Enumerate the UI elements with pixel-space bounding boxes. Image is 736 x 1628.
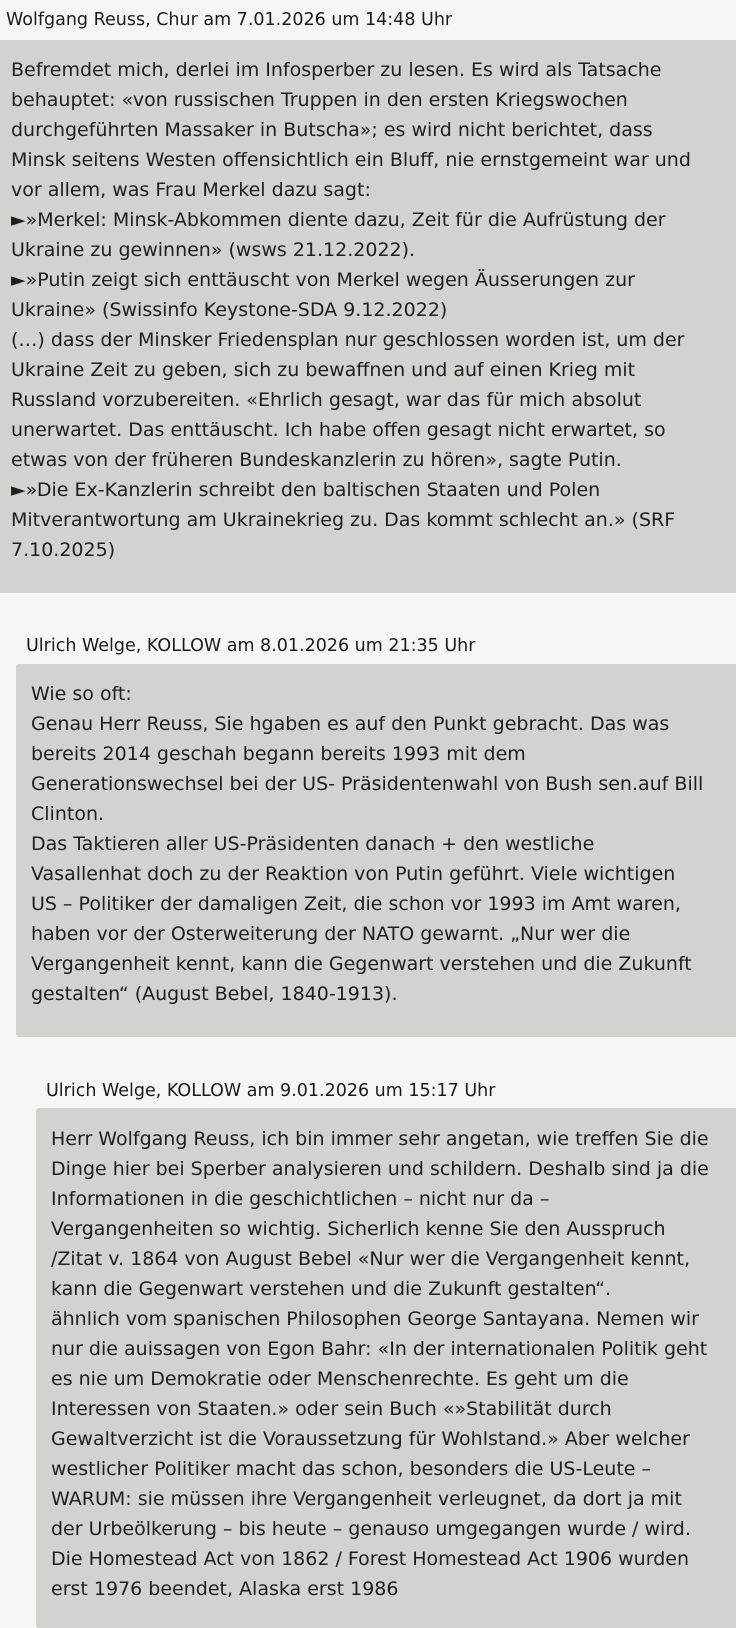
comment-line: ►»Merkel: Minsk-Abkommen diente dazu, Zeit für die Aufrüstung der (11, 209, 666, 231)
comment-line: etwas von der früheren Bundeskanzlerin zu hören», sagte Putin. (11, 449, 622, 471)
comment-line: Mitverantwortung am Ukrainekrieg zu. Das kommt schlecht an.» (SRF (11, 509, 676, 531)
comment-line: Genau Herr Reuss, Sie hgaben es auf den Punkt gebracht. Das was (31, 713, 670, 735)
comment-author-meta: Wolfgang Reuss, Chur am 7.01.2026 um 14:48 Uhr (6, 10, 453, 30)
comment-line: US – Politiker der damaligen Zeit, die schon vor 1993 im Amt waren, (31, 893, 681, 915)
comment-line: Interessen von Staaten.» oder sein Buch «»Stabilität durch (51, 1398, 612, 1420)
comment-line: erst 1976 beendet, Alaska erst 1986 (51, 1578, 399, 1600)
comment-line: Die Homestead Act von 1862 / Forest Homestead Act 1906 wurden (51, 1548, 689, 1570)
comment-line: unerwartet. Das enttäuscht. Ich habe offen gesagt nicht erwartet, so (11, 419, 666, 441)
comment-line: bereits 2014 geschah begann bereits 1993 mit dem (31, 743, 526, 765)
comment-line: westlicher Politiker macht das schon, besonders die US-Leute – (51, 1458, 651, 1480)
comment-line: Ukraine Zeit zu geben, sich zu bewaffnen und auf einen Krieg mit (11, 359, 636, 381)
comment-line: Informationen in die geschichtlichen – nicht nur da – (51, 1188, 550, 1210)
comment-line: Ukraine zu gewinnen» (wsws 21.12.2022). (11, 239, 416, 261)
comment-line: Vergangenheiten so wichtig. Sicherlich kenne Sie den Ausspruch (51, 1218, 666, 1240)
comment-body (36, 1108, 736, 1628)
comment-line: Wie so oft: (31, 683, 132, 705)
comment-line: (…) dass der Minsker Friedensplan nur geschlossen worden ist, um der (11, 329, 685, 351)
comment-line: 7.10.2025) (11, 539, 116, 561)
comment-line: kann die Gegenwart verstehen und die Zukunft gestalten“. (51, 1278, 612, 1300)
comment-line: Gewaltverzicht ist die Voraussetzung für Wohlstand.» Aber welcher (51, 1428, 690, 1450)
comment-line: Dinge hier bei Sperber analysieren und schildern. Deshalb sind ja die (51, 1158, 709, 1180)
comment-body (16, 664, 736, 1037)
comment-line: Clinton. (31, 803, 105, 825)
comment-line: ►»Putin zeigt sich enttäuscht von Merkel wegen Äusserungen zur (11, 269, 635, 291)
comment-author-meta: Ulrich Welge, KOLLOW am 8.01.2026 um 21:35 Uhr (26, 636, 476, 656)
comment-line: es nie um Demokratie oder Menschenrechte. Es geht um die (51, 1368, 629, 1390)
comment-line: nur die auissagen von Egon Bahr: «In der internationalen Politik geht (51, 1338, 708, 1360)
comment-body (0, 40, 736, 593)
comment-line: behauptet: «von russischen Truppen in den ersten Kriegswochen (11, 89, 628, 111)
comment-line: haben vor der Osterweiterung der NATO gewarnt. „Nur wer die (31, 923, 631, 945)
comment-line: Russland vorzubereiten. «Ehrlich gesagt, war das für mich absolut (11, 389, 642, 411)
comment-line: WARUM: sie müssen ihre Vergangenheit verleugnet, da dort ja mit (51, 1488, 682, 1510)
comment-line: durchgeführten Massaker in Butscha»; es wird nicht berichtet, dass (11, 119, 653, 141)
comment-line: Vergangenheit kennt, kann die Gegenwart verstehen und die Zukunft (31, 953, 692, 975)
comment-line: ähnlich vom spanischen Philosophen George Santayana. Nemen wir (51, 1308, 699, 1330)
comment-line: Vasallenhat doch zu der Reaktion von Putin geführt. Viele wichtigen (31, 863, 676, 885)
comment-line: Minsk seitens Westen offensichtlich ein Bluff, nie ernstgemeint war und (11, 149, 691, 171)
comment-line: /Zitat v. 1864 von August Bebel «Nur wer die Vergangenheit kennt, (51, 1248, 690, 1270)
comment-line: Ukraine» (Swissinfo Keystone-SDA 9.12.2022) (11, 299, 448, 321)
comment-line: Befremdet mich, derlei im Infosperber zu lesen. Es wird als Tatsache (11, 59, 662, 81)
comment-line: gestalten“ (August Bebel, 1840-1913). (31, 983, 398, 1005)
comment-line: Generationswechsel bei der US- Präsidentenwahl von Bush sen.auf Bill (31, 773, 704, 795)
comment-line: ►»Die Ex-Kanzlerin schreibt den baltischen Staaten und Polen (11, 479, 601, 501)
comment-line: der Urbeölkerung – bis heute – genauso umgegangen wurde / wird. (51, 1518, 691, 1540)
comment-line: Herr Wolfgang Reuss, ich bin immer sehr angetan, wie treffen Sie die (51, 1128, 709, 1150)
comment-line: Das Taktieren aller US-Präsidenten danach + den westliche (31, 833, 595, 855)
comment-line: vor allem, was Frau Merkel dazu sagt: (11, 179, 371, 201)
comment-author-meta: Ulrich Welge, KOLLOW am 9.01.2026 um 15:17 Uhr (46, 1081, 496, 1101)
